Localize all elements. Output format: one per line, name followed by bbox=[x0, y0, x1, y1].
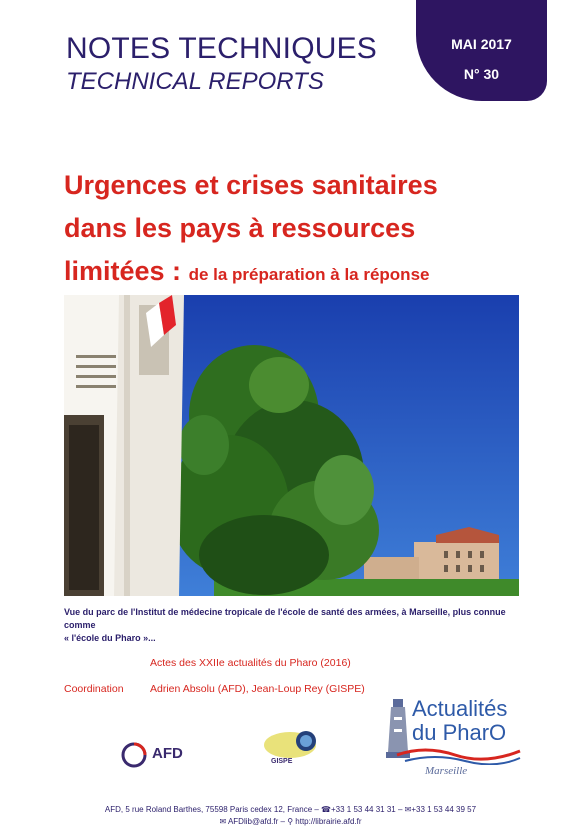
title-line-3-wrap bbox=[64, 250, 534, 296]
photo-caption bbox=[64, 606, 524, 645]
pharo-logo-line-1: Actualités bbox=[412, 696, 508, 721]
issue-date: MAI 2017 bbox=[451, 36, 512, 52]
footer-contact: ✉ AFDlib@afd.fr – ⚲ http://librairie.afd.fr bbox=[219, 817, 362, 826]
footer-address: AFD, 5 rue Roland Barthes, 75598 Paris cedex 12, France – ☎+33 1 53 44 31 31 – ✉+33 1 53 44 39 57 bbox=[104, 805, 477, 814]
afd-logo-icon bbox=[120, 741, 148, 769]
title-line-1: Urgences et crises sanitaires bbox=[64, 170, 438, 200]
cover-photo bbox=[64, 295, 519, 596]
pharo-logo-city: Marseille bbox=[425, 765, 468, 777]
coordination-names: Adrien Absolu (AFD), Jean-Loup Rey (GISPE) bbox=[150, 683, 365, 695]
title-line-3: limitées : bbox=[64, 256, 182, 286]
series-title: NOTES TECHNIQUES bbox=[66, 32, 378, 65]
report-title bbox=[64, 164, 534, 296]
proceedings-note: Actes des XXIIe actualités du Pharo (2016) bbox=[150, 657, 351, 669]
issue-number: N° 30 bbox=[463, 66, 500, 82]
title-subtitle: de la préparation à la réponse bbox=[188, 265, 430, 284]
gispe-logo-text: GISPE bbox=[271, 758, 293, 765]
institute-facade bbox=[64, 295, 184, 596]
caption-line-2: « l'école du Pharo »... bbox=[64, 633, 156, 643]
caption-line-1: Vue du parc de l'Institut de médecine tropicale de l'école de santé des armées, à Marseille, plus connue comme bbox=[64, 607, 506, 630]
series-subtitle: TECHNICAL REPORTS bbox=[66, 68, 324, 95]
pharo-wave-icon bbox=[395, 745, 525, 765]
gispe-logo-icon bbox=[262, 728, 322, 760]
afd-logo-text: AFD bbox=[152, 745, 183, 762]
coordination-label: Coordination bbox=[64, 683, 124, 695]
pharo-logo-line-2: du PharO bbox=[412, 720, 507, 745]
title-line-2: dans les pays à ressources bbox=[64, 213, 416, 243]
